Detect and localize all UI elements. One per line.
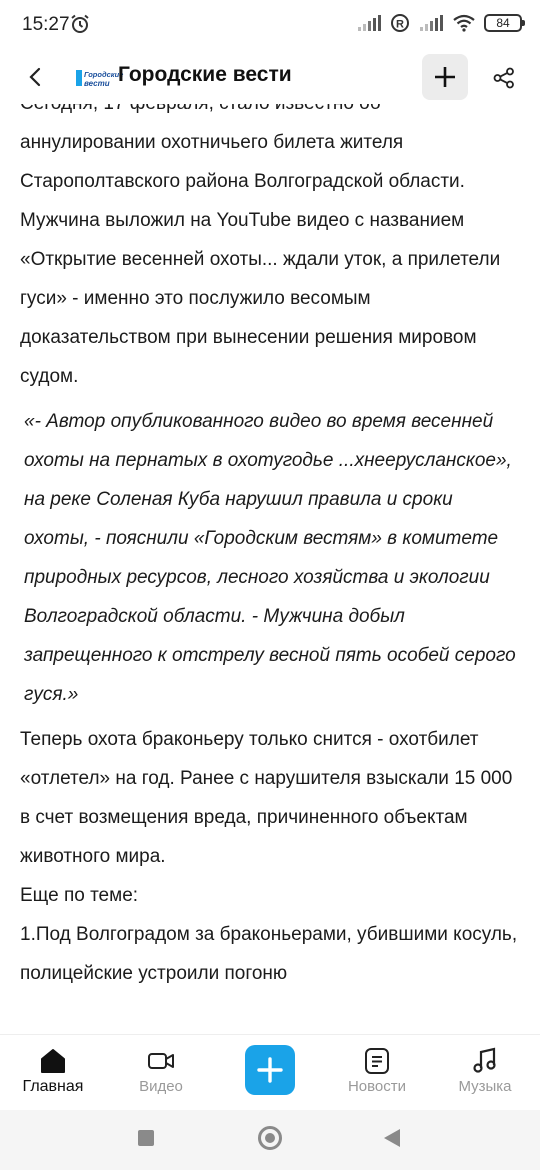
svg-text:Городские: Городские xyxy=(84,70,124,79)
wifi-icon xyxy=(452,14,476,32)
plus-icon xyxy=(256,1056,284,1084)
home-circle-icon[interactable] xyxy=(258,1126,282,1150)
nav-label: Видео xyxy=(139,1078,183,1095)
article-body[interactable] xyxy=(0,104,540,1034)
nav-item-music[interactable] xyxy=(440,1035,530,1111)
related-link[interactable]: 1.Под Волгоградом за браконьерами, убившими косуль, полицейские устроили погоню xyxy=(20,924,518,984)
nav-label: Новости xyxy=(347,1078,407,1095)
article-content xyxy=(20,84,520,993)
back-triangle-icon[interactable] xyxy=(384,1129,400,1147)
create-button[interactable] xyxy=(245,1045,295,1095)
svg-text:вести: вести xyxy=(84,79,110,88)
article-paragraph: Теперь охота браконьеру только снится - охотбилет «отлетел» на год. Ранее с нарушителя взыскали 15 000 в счет возмещения вреда, причиненного объектам животного мира. xyxy=(20,729,513,867)
plus-icon xyxy=(434,66,456,88)
chevron-left-icon xyxy=(28,67,42,87)
status-indicators xyxy=(356,13,522,33)
nav-label: Музыка xyxy=(458,1078,512,1095)
home-icon xyxy=(39,1047,67,1075)
registered-icon xyxy=(390,13,410,33)
related-heading: Еще по теме: xyxy=(20,885,139,906)
app-header xyxy=(0,50,540,104)
article-paragraph: аннулировании охотничьего билета жителя Старополтавского района Волгоградской области. Мужчина выложил на YouTube видео с названием «Открытие весенней охоты... ждали уток, а прилетели гуси» - именно это послужило весомым доказательством при вынесении решения мировом судом. xyxy=(20,132,501,387)
music-icon xyxy=(471,1047,499,1075)
status-time: 15:27 xyxy=(22,14,70,35)
page-title: Городские вести xyxy=(118,63,292,86)
back-button[interactable] xyxy=(18,60,52,94)
status-bar xyxy=(0,0,540,50)
alarm-icon xyxy=(70,14,90,34)
news-icon xyxy=(363,1047,391,1075)
nav-item-video[interactable] xyxy=(116,1035,206,1111)
article-quote: «- Автор опубликованного видео во время весенней охоты на пернатых в охотугодье ...хнеерусланское», на реке Соленая Куба нарушил правила и сроки охоты, - пояснили «Городским вестям» в комитете природных ресурсов, лесного хозяйства и экологии Волгоградской области. - Мужчина добыл запрещенного к отстрелу весной пять особей серого гуся.» xyxy=(24,411,516,705)
system-nav-bar xyxy=(0,1110,540,1170)
nav-item-home[interactable] xyxy=(8,1035,98,1111)
recents-icon[interactable] xyxy=(138,1130,154,1146)
gorodskie-vesti-logo xyxy=(76,65,124,91)
svg-text:R: R xyxy=(396,18,404,31)
bottom-nav xyxy=(0,1034,540,1111)
share-button[interactable] xyxy=(486,60,522,96)
share-icon xyxy=(493,67,515,89)
nav-item-news[interactable] xyxy=(332,1035,422,1111)
battery-indicator: 84 xyxy=(484,14,522,32)
video-icon xyxy=(147,1047,175,1075)
signal-icon-2 xyxy=(418,14,444,32)
nav-label: Главная xyxy=(22,1078,84,1095)
add-button[interactable] xyxy=(422,54,468,100)
signal-icon xyxy=(356,14,382,32)
